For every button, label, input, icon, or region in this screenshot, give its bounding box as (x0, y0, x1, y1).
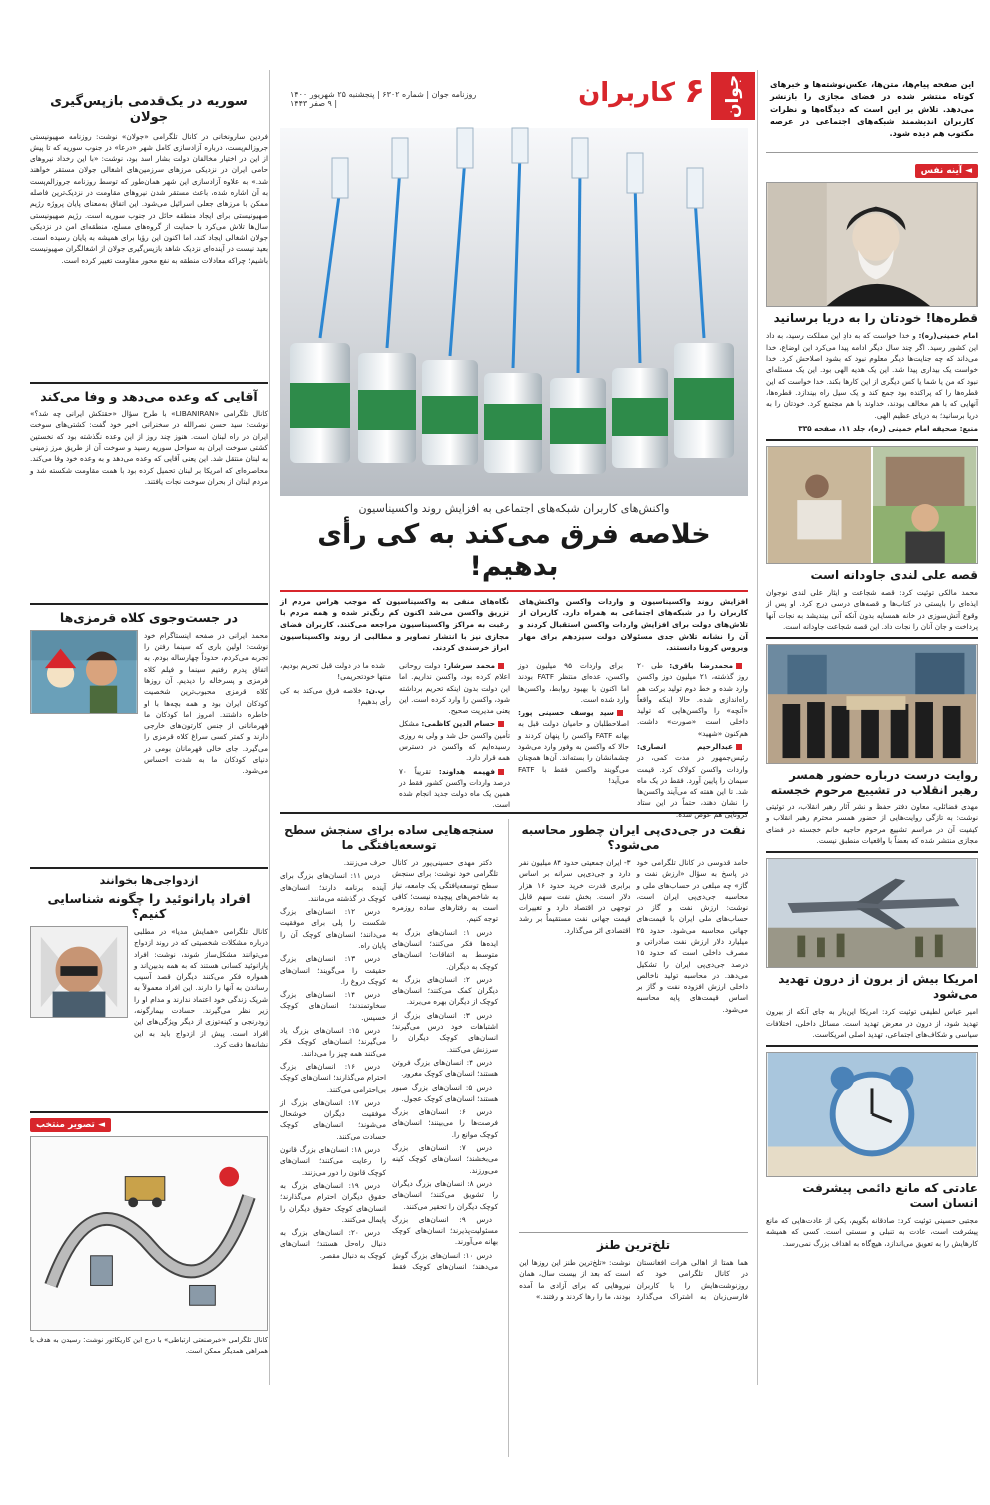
oil-section (519, 819, 748, 1457)
america-body: امیر عباس لطیفی توئیت کرد: امریکا این‌بار به جای آنکه از بیرون تهدید شود، از درون در معرض تهدید است. مسائل داخلی، اختلافات سیاسی و شکاف‌های اجتماعی، تهدید اصلی امریکاست. (766, 1007, 978, 1039)
syria-title: سوریه در یک‌قدمی بازپس‌گیری جولان (50, 94, 248, 126)
talkh-body: هما همتا از اهالی هرات افغانستان در کانال تلگرامی خود که روزنوشت‌هایش را با کاربران فارسی‌زبان به اشتراک می‌گذارد نوشت: «تلخ‌ترین طنز این روزها این است که بعد از بیست سال، همان نیروهایی که برای آزادی ما آمده بودند، ما را رها کردند و رفتند.» (519, 1257, 748, 1301)
ezdevaj-body: کانال تلگرامی «همایش مدیا» در مطلبی درباره مشکلات شخصیتی که در روند ازدواج می‌توانند مشکل‌ساز شوند، نوشت: افراد پارانوئید کسانی هستند که به همه بدبین‌اند و همواره فکر می‌کنند دیگران قصد آسیب رساندن به آنها را دارند. این افراد معمولاً به شریک زندگی خود اعتماد ندارند و مدام او را زیر نظر می‌گیرند. حسادت بیمارگونه، زودرنجی و کینه‌توزی از دیگر ویژگی‌های این افراد است. پیش از ازدواج باید به این نشانه‌ها دقت کرد. (134, 927, 268, 1049)
clock-body: مجتبی حسینی توئیت کرد: صادقانه بگویم، یکی از عادت‌هایی که مانع پیشرفت است، عادت به تنبلی و سستی است. کسی که همیشه کارهایش را به تعویق می‌اندازد، هیچ‌گاه به اهداف بزرگ نمی‌رسد. (766, 1216, 978, 1248)
vaccine-quotes-col-3: محمد سرشار: دولت روحانی اعلام کرده بود، واکسن نداریم. اما این دولت بدون اینکه تحریم برداشته شود، واکسن را وارد کرده است. این یعنی مدیریت صحیح. حسام الدین کاظمی: مشکل تأمین واکسن حل شد و ولی به روزی رسیده‌ایم که واکسن در دسترس همه قرار دارد. فهیمه هداوند: تقریباً ۷۰ درصد واردات واکسن کشور فقط در همین یک ماه دولت جدید انجام شده است. (399, 660, 510, 810)
clock-title: عادتی که مانع دائمی پیشرفت انسان است (802, 1181, 978, 1211)
america-photo (766, 858, 978, 968)
masthead (290, 72, 755, 122)
imam-body: امام خمینی(ره): و خدا خواست که به دادِ این مملکت رسید، به داد این کشور رسید. اگر چند سال دیگر ادامه پیدا می‌کرد این اوضاع، خدا می‌داند که چه جنایت‌ها دیگر معلوم نبود که بشود اصلاحش کرد. خدا خواست یک بیداری پیدا شد. این یک هدیه الهی بود. این یک مسئله‌ای نبود که من یا شما یا کس دیگری از این کارها بکند. خدا خواست که این قطره‌ها را که پراکنده بود جمع کند و یک سیل راه بیندازد. قطره‌ها، آنهایی که با هم مخالف بودند، خداوند با هم مجتمع کرد. خودتان را به دریا برسانید؛ به دریای عظیم الهی. منبع: صحیفه امام خمینی (ره)، جلد ۱۱، صفحه ۳۳۵ (766, 331, 979, 433)
masthead-logo: جوان (711, 72, 755, 120)
masthead-section: کاربران (578, 78, 675, 108)
alarm-clock-icon (767, 1053, 977, 1176)
portrait-illustration (767, 183, 977, 306)
left-column (30, 90, 268, 1505)
imam-source: منبع: صحیفه امام خمینی (ره)، جلد ۱۱، صفحه ۳۳۵ (798, 423, 978, 433)
ali-body: محمد مالکی توئیت کرد: قصه شجاعت و ایثار علی لندی نوجوان ایذه‌ای را بایستی در کتاب‌ها و قصه‌های درسی درج کرد. او پس از وقوع آتش‌سوزی در خانه همسایه بدون آنکه آنی بیندیشد به نجات آنها پرداخت و جان آنان را نجات داد. این قصه شجاعت جاودانه است. (766, 588, 978, 632)
kolah-title: در جست‌وجوی کلاه قرمزی‌ها (59, 610, 239, 626)
kolah-photo (30, 630, 138, 714)
kolah-body: محمد ایرانی در صفحه اینستاگرام خود نوشت: اولین باری که سینما رفتن را تجربه می‌کردم، حدوداً چهارساله بودم. به اتفاق پدرم رفتیم سینما و فیلم کلاه قرمزی و پسرخاله را دیدیم. آن روزها کلاه قرمزی محبوب‌ترین شخصیت کودکان ایران بود و همه بچه‌ها با او خاطره داشتند. امروز اما کودکان ما قهرمانانی از جنس کارتون‌های خارجی دارند و کمتر کسی سراغ کلاه قرمزی را می‌گیرد. جای خالی قهرمانان بومی در دنیای کودکان ما به شدت احساس می‌شود. (144, 630, 268, 776)
america-title: امریکا بیش از برون از درون تهدید می‌شود (778, 972, 978, 1002)
right-column (766, 72, 978, 1487)
sanjesh-title: سنجه‌هایی ساده برای سنجش سطح توسعه‌یافتگی ما (284, 822, 494, 852)
sanjesh-section (280, 819, 498, 1457)
center-column (280, 128, 748, 1408)
ezdevaj-kicker: ازدواجی‌ها بخوانند (99, 873, 199, 887)
oil-body: حامد قدوسی در کانال تلگرامی خود در پاسخ به سؤال «ارزش نفت و گاز» چه مبلغی در حساب‌های ملی و محاسبه جی‌دی‌پی ایران است، نوشت: ارزش نفت و گاز در حساب‌های ملی ایران با قیمت‌های جهانی محاسبه می‌شود. حدود ۲۵ میلیارد دلار ارزش نفت صادراتی و مصرف داخلی است که حدود ۱۵ درصد جی‌دی‌پی ایران را تشکیل می‌دهد. در محاسبه تولید ناخالص داخلی ارزش افزوده نفت و گاز بر اساس قیمت‌های پایه محاسبه می‌شود. (636, 857, 748, 1014)
ezdevaj-title: افراد پارانوئید را چگونه شناسایی کنیم؟ (47, 890, 251, 922)
masthead-page-number: ۶ (684, 71, 705, 111)
aine-nafs-kicker: ◄ آینه نفس (915, 164, 978, 178)
imam-author: امام خمینی(ره): (918, 331, 979, 341)
imam-title: قطره‌ها! خودتان را به دریا برسانید (773, 311, 978, 326)
oil-title: نفت در جی‌دی‌پی ایران چطور محاسبه می‌شود؟ (521, 822, 746, 852)
ali-title: قصه علی لندی جاودانه است (810, 568, 978, 583)
clock-photo (766, 1052, 978, 1177)
vaccine-photo (280, 128, 748, 496)
vaccine-quotes-col-1: محمدرضا باقری: طی ۲۰ روز گذشته، ۲۱ میلیون دوز واکسن وارد شده و خط دوم تولید برکت هم راه‌اندازی شده. حالا اینکه واقعاً «آنچه» را واکسن‌هایی که تولید داخلی است «صورت» داشت. هم‌کنون «شهید» عبدالرحیم انصاری: رئیس‌جمهور در مدت کمی، در واردات واکسن کولاک کرد. قیمت سیمان را پایین آورد. فقط در یک ماه شد. تا این هفته که می‌آیند واکسن‌ها را نشان دهند، حتماً در این ستاد کرونایی هم عوض شده. (637, 660, 749, 819)
vaccine-quotes-col-2: برای واردات ۹۵ میلیون دوز واکسن، عده‌ای منتظر FATF بودند اما اکنون با بهبود روابط، واکسن‌ها وارد شده است. سید یوسف حسینی پور: اصلاحطلبان و حامیان دولت قبل به بهانه FATF واکسن را پنهان کردند و حالا که واکسن به وفور وارد می‌شود چشمانشان را بسته‌اند. آن‌ها همچنان می‌گویند واکسن فقط با FATF می‌آید! (518, 660, 629, 785)
oil-body-2: ۳- ایران جمعیتی حدود ۸۴ میلیون نفر دارد و جی‌دی‌پی سرانه بر اساس برابری قدرت خرید حدود ۱۶ هزار دلار است. بخش نفت سهم قابل توجهی در اقتصاد دارد و تغییرات قیمت جهانی نفت مستقیماً بر رشد اقتصادی اثر می‌گذارد. (519, 857, 631, 935)
vaccine-subhead: واکنش‌های کاربران شبکه‌های اجتماعی به افزایش روند واکسیناسیون (358, 502, 670, 515)
aghayi-body: کانال تلگرامی «LIBANIRAN» با طرح سؤال «حقتکش ایرانی چه شد؟» نوشت: سید حسن نصرالله در سخنرانی اخیر خود گفت: کشتی‌های سوخت ایران در راه لبنان است. هنوز چند روز از این وعده نگذشته بود که نخستین کشتی سوخت ایران به سواحل سوریه رسید و سوخت آن از طریق مرز زمینی به لبنان منتقل شد. این یعنی آقایی که وعده می‌دهد و به وعده خود وفا می‌کند. محاصره‌ای که امریکا بر لبنان تحمیل کرده بود با همت مقاومت شکسته شد و مردم لبنان از بحران سوخت نجات یافتند. (30, 409, 268, 486)
vaccine-lead-left: نگاه‌های منفی به واکسیناسیون که موجب هراس مردم از تزریق واکسن می‌شد اکنون کم رنگ‌تر شده و همه مردم با رغبت به مراکز واکسیناسیون مراجعه می‌کنند. کاربران فضای مجازی نیز با انتشار تصاویر و مطالبی از روند واکسیناسیون ابراز خرسندی کردند. (280, 596, 509, 653)
talkh-title: تلخ‌ترین طنز (596, 1237, 671, 1252)
vaccine-headline: خلاصه فرق می‌کند به کی رأی بدهیم! (317, 519, 711, 583)
intro-box: این صفحه پیام‌ها، متن‌ها، عکس‌نوشته‌ها و خبرهای کوتاه منتشر شده در فضای مجازی را بازنشر می‌دهد. تلاش بر این است که دیدگاه‌ها و نظرات کاربران اندیشمند شبکه‌های اجتماعی در عرصه مکتوب هم دیده شود. (770, 79, 974, 139)
masthead-info: روزنامه جوان | شماره ۶۳۰۲ | پنجشنبه ۲۵ شهریور ۱۴۰۰ | ۹ صفر ۱۴۴۳ (290, 90, 477, 108)
vaccine-quotes (280, 660, 749, 819)
funeral-photo (766, 644, 978, 764)
vaccine-quotes-col-4: شده‌ ما در دولت قبل تحریم بودیم، منتها خودتحریمی! پ.ن: خلاصه فرق می‌کند به کی رأی بدهیم! (280, 660, 391, 706)
syria-body: فردین سارونخانی در کانال تلگرامی «جولان» نوشت: روزنامه صهیونیستی جروزالم‌پست، درباره آزادسازی کامل شهر «درعا» در جنوب سوریه که تا پیش از این در اختیار مخالفان دولت بشار اسد بود، نوشت: «با این رخداد نیروهای حامی ایران در نزدیکی مرزهای سرزمین‌های اشغالی جولان مستقر خواهند شد.» به علاوه آزادسازی این شهر همان‌طور که توسط روزنامه جروزالم‌پست به آن اشاره شده، باعث مستقر شدن نیروهای مقاومت در نزدیک‌ترین فاصله ممکن با مرزهای جعلی اسرائیل می‌شود. این اتفاق به‌معنای پایان پروژه رژیم صهیونیستی برای ایجاد منطقه حائل در جنوب سوریه است. رژیم صهیونیستی سال‌ها تلاش می‌کرد با حمایت از گروه‌های مسلح، منطقه‌ای امن در نزدیکی جولان اشغالی ایجاد کند، اما اکنون این رؤیا برای همیشه به پایان رسیده است. بعید نیست در آینده‌ای نزدیک شاهد بازپس‌گیری جولان از اشغالگران صهیونیست باشیم؛ چراکه معادلات منطقه به نفع محور مقاومت تغییر کرده است. (30, 131, 268, 265)
imam-photo (766, 182, 978, 307)
ravayat-title: روایت درست درباره حضور همسر رهبر انقلاب در تشییع مرحوم خجسته (770, 768, 978, 797)
aghayi-title: آقایی که وعده می‌دهد و وفا می‌کند (40, 388, 258, 404)
paranoid-photo (30, 926, 128, 1018)
ravayat-body: مهدی فضائلی، معاون دفتر حفظ و نشر آثار رهبر انقلاب، در توئیتی نوشت: به تازگی روایت‌هایی از حضور همسر محترم رهبر انقلاب و کیفیت آن در مراسم تشییع مرحوم حاجیه خانم خجسته در فضای مجازی منتشر شده که بعضاً با واقعیات منطبق نیست. (766, 802, 978, 845)
sanjesh-body: دکتر مهدی حسینی‌پور در کانال تلگرامی خود نوشت: برای سنجش سطح توسعه‌یافتگی یک جامعه، نیاز به شاخص‌های پیچیده نیست؛ کافی است به رفتارهای ساده روزمره توجه کنیم. درس ۱: انسان‌های بزرگ به ایده‌ها فکر می‌کنند؛ انسان‌های متوسط به اتفاقات؛ انسان‌های کوچک به دیگران. درس ۲: انسان‌های بزرگ به دیگران کمک می‌کنند؛ انسان‌های کوچک از دیگران بهره می‌برند. درس ۳: انسان‌های بزرگ از اشتباهات خود درس می‌گیرند؛ انسان‌های کوچک دیگران را سرزنش می‌کنند. درس ۴: انسان‌های بزرگ فروتن هستند؛ انسان‌های کوچک مغرور. درس ۵: انسان‌های بزرگ صبور هستند؛ انسان‌های کوچک عجول. درس ۶: انسان‌های بزرگ فرصت‌ها را می‌بینند؛ انسان‌های کوچک موانع را. درس ۷: انسان‌های بزرگ می‌بخشند؛ انسان‌های کوچک کینه می‌ورزند. درس ۸: انسان‌های بزرگ دیگران را تشویق می‌کنند؛ انسان‌های کوچک دیگران را تحقیر می‌کنند. درس ۹: انسان‌های بزرگ مسئولیت‌پذیرند؛ انسان‌های کوچک بهانه می‌آورند. درس ۱۰: انسان‌های بزرگ گوش می‌دهند؛ انسان‌های کوچک فقط حرف می‌زنند. درس ۱۱: انسان‌های بزرگ برای آینده برنامه دارند؛ انسان‌های کوچک در گذشته می‌مانند. درس ۱۲: انسان‌های بزرگ شکست را پلی برای موفقیت می‌دانند؛ انسان‌های کوچک آن را پایان راه. درس ۱۳: انسان‌های بزرگ حقیقت را می‌گویند؛ انسان‌های کوچک دروغ را. درس ۱۴: انسان‌های بزرگ سخاوتمندند؛ انسان‌های کوچک خسیس. درس ۱۵: انسان‌های بزرگ یاد می‌گیرند؛ انسان‌های کوچک فکر می‌کنند همه چیز را می‌دانند. درس ۱۶: انسان‌های بزرگ احترام می‌گذارند؛ انسان‌های کوچک بی‌احترامی می‌کنند. درس ۱۷: انسان‌های بزرگ از موفقیت دیگران خوشحال می‌شوند؛ انسان‌های کوچک حسادت می‌کنند. درس ۱۸: انسان‌های بزرگ قانون را رعایت می‌کنند؛ انسان‌های کوچک قانون را دور می‌زنند. درس ۱۹: انسان‌های بزرگ به حقوق دیگران احترام می‌گذارند؛ انسان‌های کوچک حقوق دیگران را پایمال می‌کنند. درس ۲۰: انسان‌های بزرگ به دنبال راه‌حل هستند؛ انسان‌های کوچک به دنبال مقصر. (280, 857, 499, 1271)
vaccine-lead-right: افزایش روند واکسیناسیون و واردات واکسن واکنش‌های کاربران را در شبکه‌های اجتماعی به همراه دارد. کاربران از تلاش‌های دولت برای افزایش واردات واکسن استقبال کردند و آن را نشانه تلاش جدی مسئولان دولت سیزدهم برای مهار ویروس کرونا دانستند. (519, 596, 748, 653)
ali-photo (766, 446, 978, 564)
cartoon-image (30, 1136, 268, 1331)
cartoon-kicker: ◄ تصویر منتخب (30, 1118, 111, 1132)
cartoon-caption: کانال تلگرامی «خبرصنعتی ارتباطی» با درج این کاریکاتور نوشت: رسیدن به هدف با همراهی همدیگر ممکن است. (30, 1336, 268, 1355)
